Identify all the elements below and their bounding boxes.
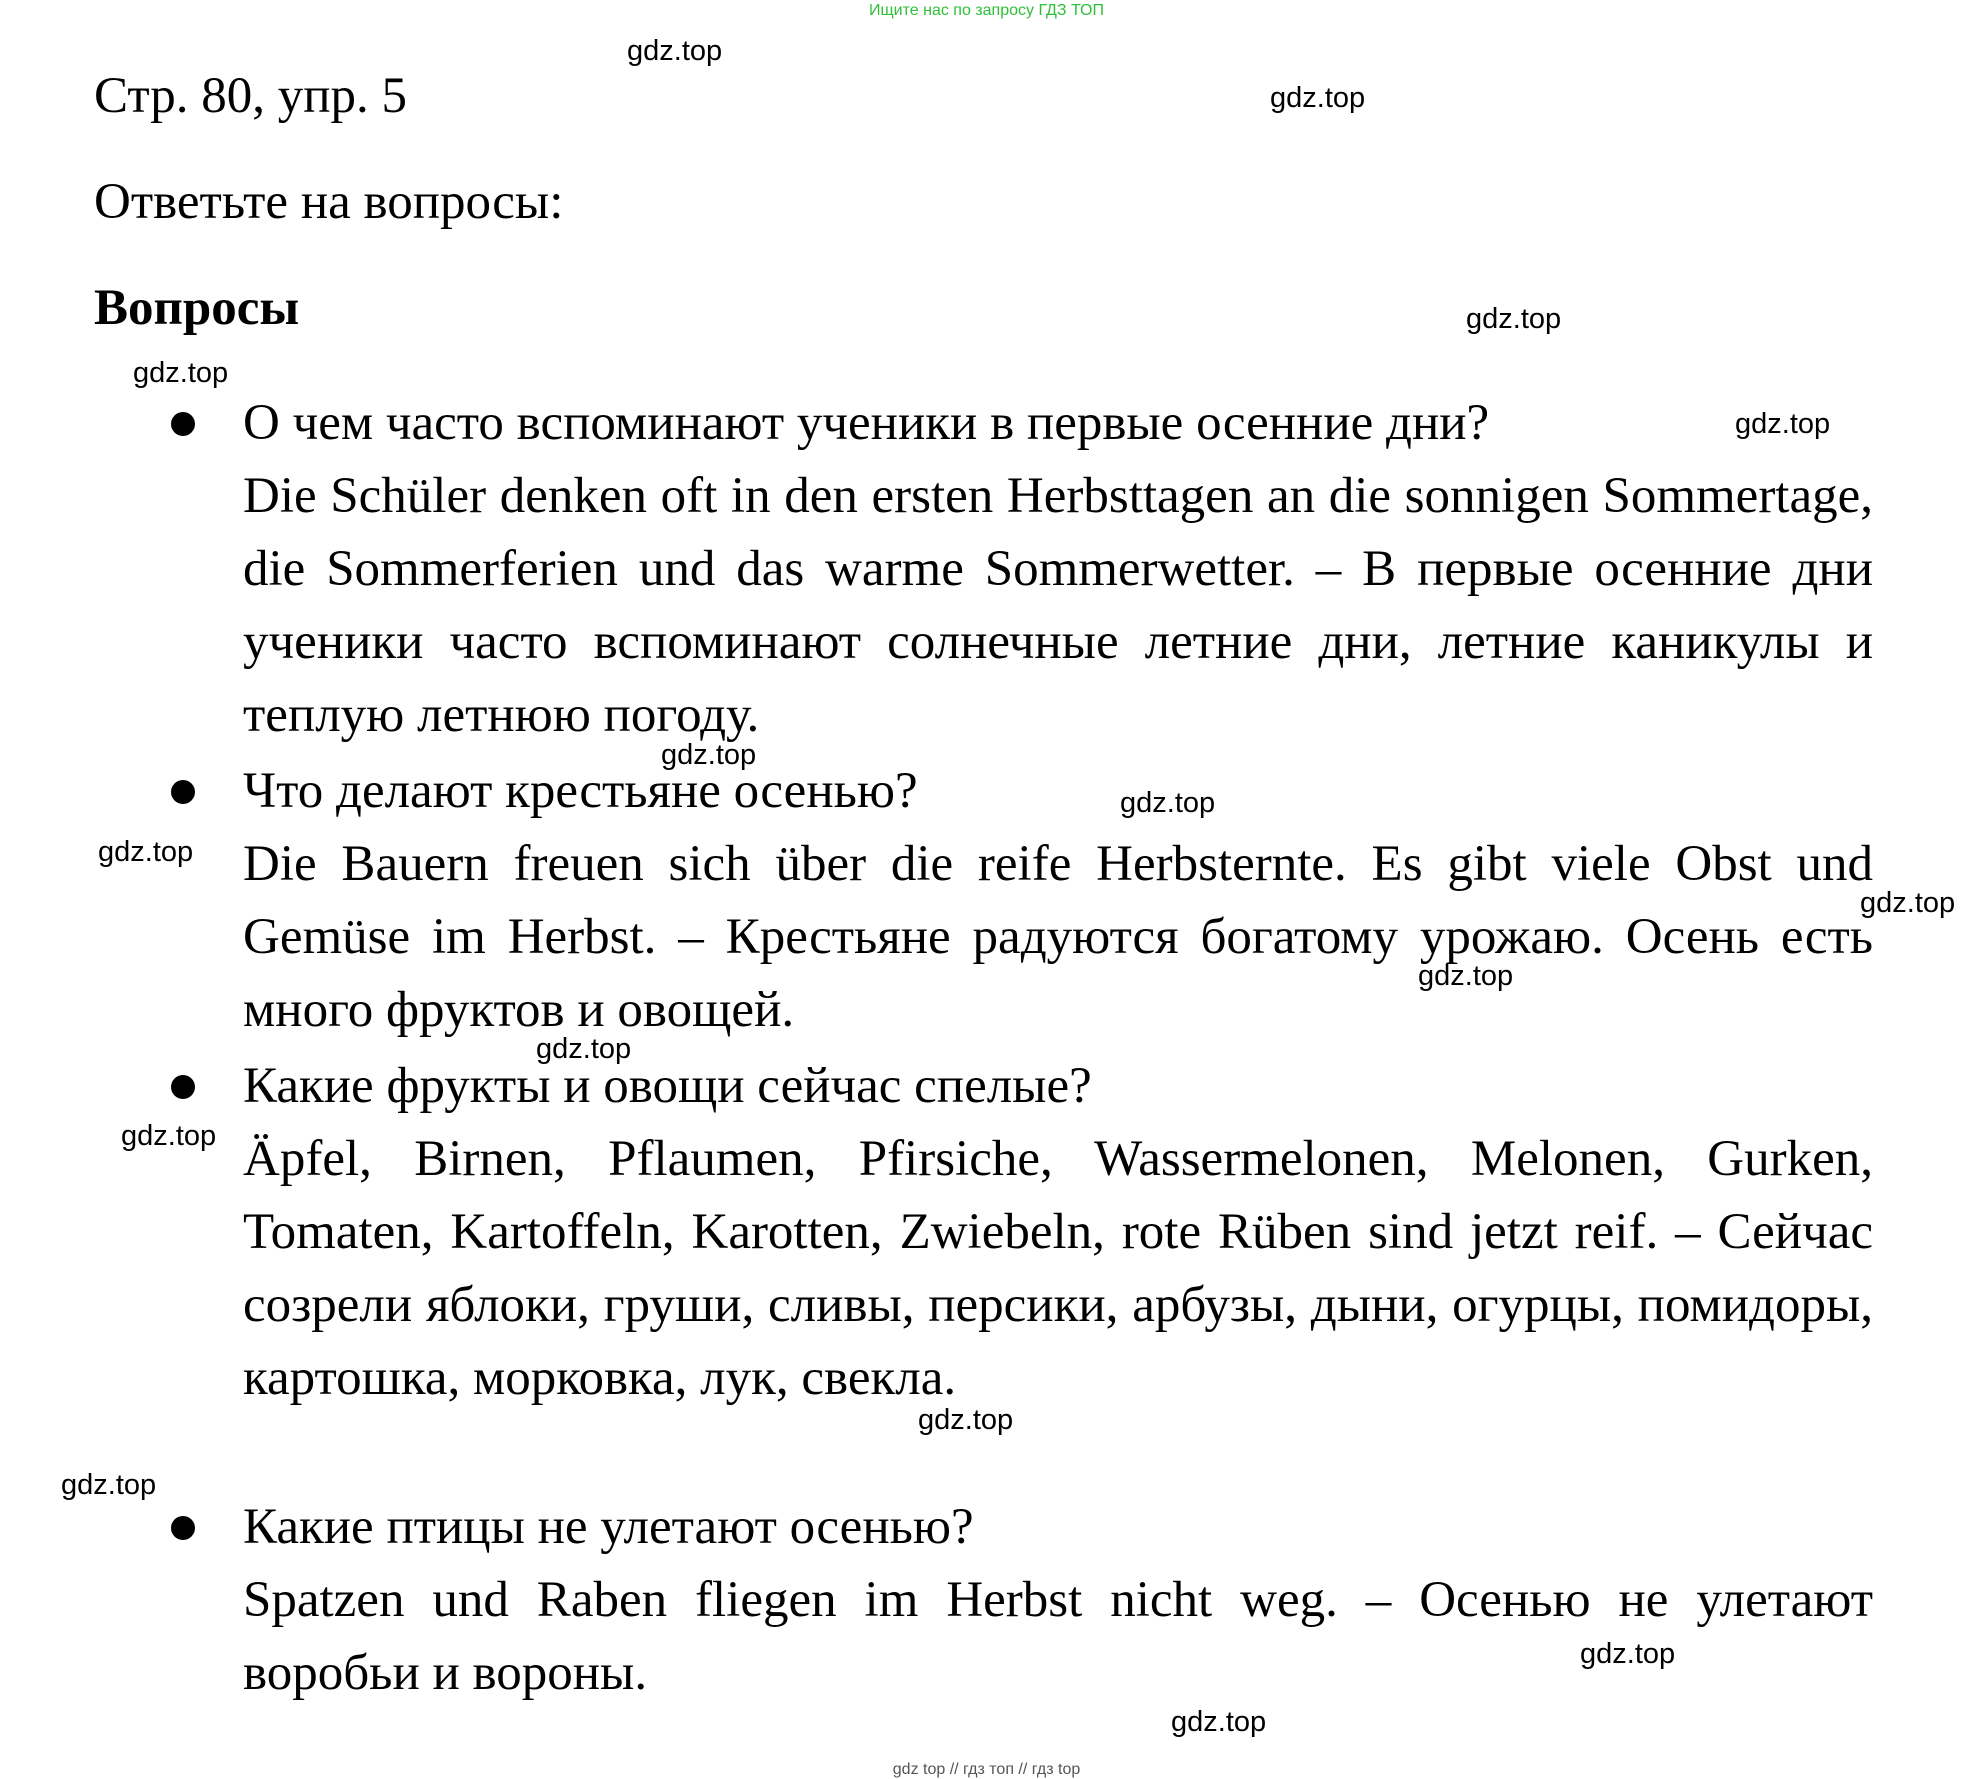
bullet-icon <box>171 1516 195 1540</box>
watermark: gdz.top <box>1418 960 1514 992</box>
page-reference: Стр. 80, упр. 5 <box>94 68 408 124</box>
answer-text: Die Schüler denken oft in den ersten Herbsttagen an die sonnigen Sommertage, die Sommerferien und das warme Sommerwetter. – В первые осенние дни ученики часто вспоминают солнечные летние дни, летние каникулы и теплую летнюю погоду. <box>243 468 1873 743</box>
question-item <box>243 1050 1873 1415</box>
question-text: О чем часто вспоминают ученики в первые осенние дни? <box>243 395 1490 451</box>
question-text: Какие птицы не улетают осенью? <box>243 1499 974 1555</box>
watermark: gdz.top <box>661 739 757 771</box>
top-promo-text: Ищите нас по запросу ГДЗ ТОП <box>869 2 1104 19</box>
question-text: Что делают крестьяне осенью? <box>243 763 918 819</box>
question-item <box>243 387 1873 752</box>
footer-text: gdz top // гдз топ // гдз top <box>892 1761 1081 1778</box>
bullet-icon <box>171 780 195 804</box>
watermark: gdz.top <box>1171 1706 1267 1738</box>
watermark: gdz.top <box>133 357 229 389</box>
bullet-icon <box>171 412 195 436</box>
instruction-text: Ответьте на вопросы: <box>94 174 564 230</box>
watermark: gdz.top <box>918 1404 1014 1436</box>
question-text: Какие фрукты и овощи сейчас спелые? <box>243 1058 1092 1114</box>
watermark: gdz.top <box>1735 408 1831 440</box>
section-title: Вопросы <box>94 280 300 336</box>
watermark: gdz.top <box>1120 787 1216 819</box>
bullet-icon <box>171 1075 195 1099</box>
question-item <box>243 1491 1873 1710</box>
answer-text: Äpfel, Birnen, Pflaumen, Pfirsiche, Wassermelonen, Melonen, Gurken, Tomaten, Kartoffeln, Karotten, Zwiebeln, rote Rüben sind jetzt reif. – Сейчас созрели яблоки, груши, сливы, персики, арбузы, дыни, огурцы, помидоры, картошка, морковка, лук, свекла. <box>243 1131 1873 1406</box>
question-item <box>243 755 1873 1047</box>
watermark: gdz.top <box>61 1469 157 1501</box>
answer-text: Spatzen und Raben fliegen im Herbst nicht weg. – Осенью не улетают воробьи и вороны. <box>243 1572 1873 1701</box>
watermark: gdz.top <box>121 1120 217 1152</box>
watermark: gdz.top <box>1860 887 1956 919</box>
watermark: gdz.top <box>627 35 723 67</box>
watermark: gdz.top <box>98 836 194 868</box>
answer-text: Die Bauern freuen sich über die reife Herbsternte. Es gibt viele Obst und Gemüse im Herbst. – Крестьяне радуются богатому урожаю. Осень есть много фруктов и овощей. <box>243 836 1873 1038</box>
watermark: gdz.top <box>1270 82 1366 114</box>
watermark: gdz.top <box>536 1033 632 1065</box>
watermark: gdz.top <box>1466 303 1562 335</box>
watermark: gdz.top <box>1580 1638 1676 1670</box>
